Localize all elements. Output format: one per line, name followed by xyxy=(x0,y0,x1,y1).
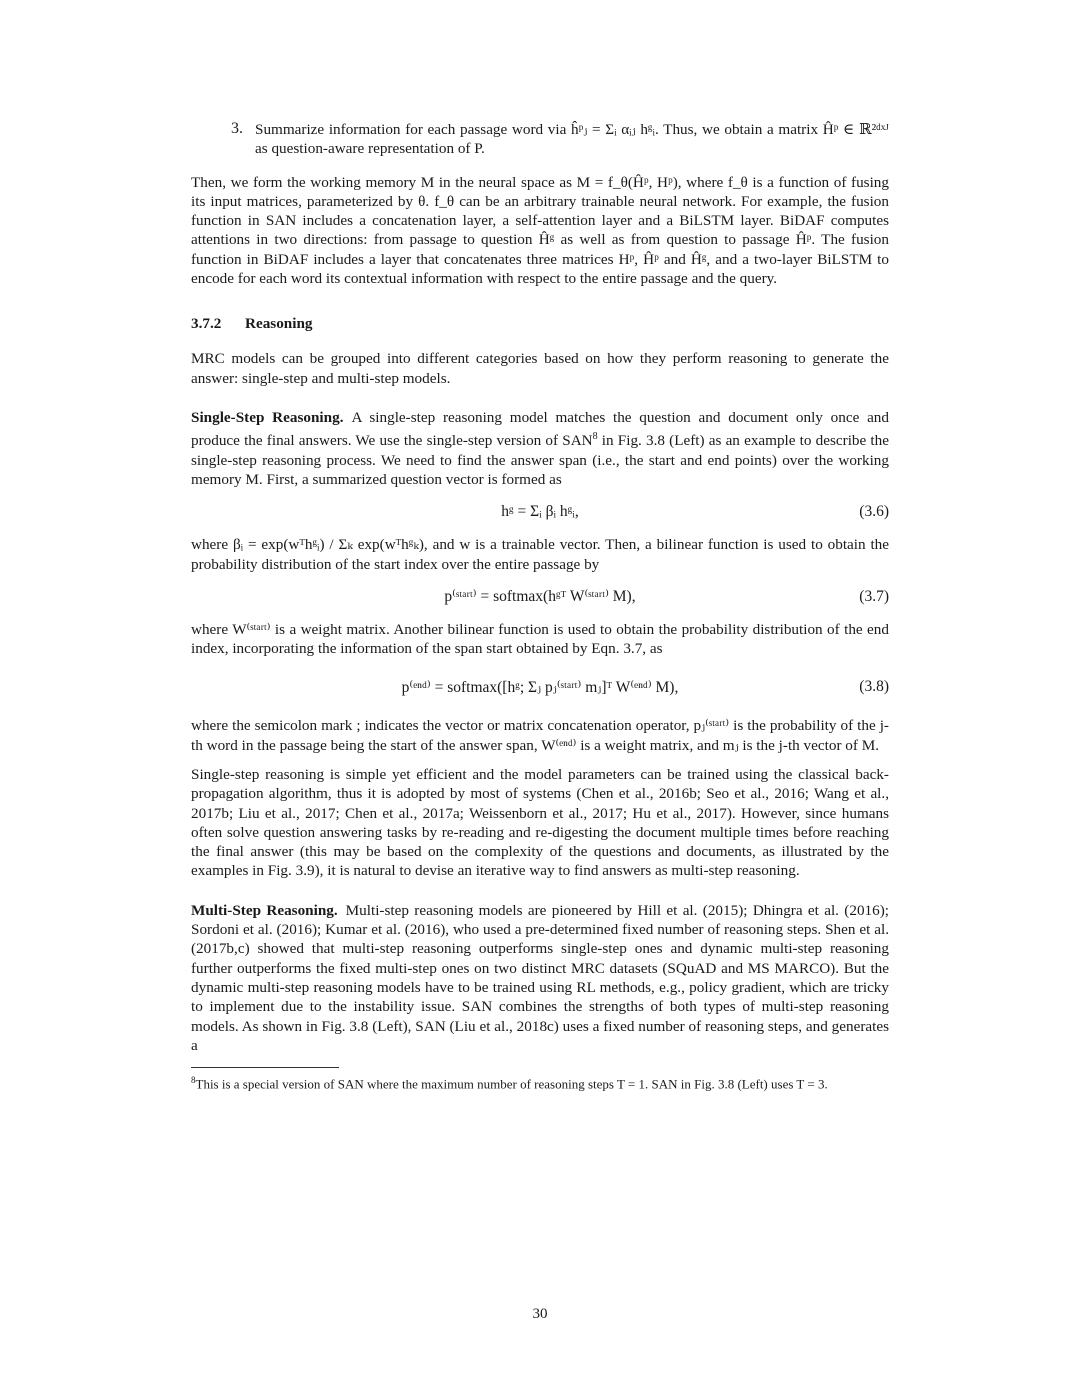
page-number: 30 xyxy=(532,1306,548,1322)
equation-label: (3.8) xyxy=(859,678,889,696)
paragraph-after-eq-3-7: where W⁽ˢᵗᵃʳᵗ⁾ is a weight matrix. Another bilinear function is used to obtain the probability distribution of the end index, incorporating the information of the span start obtained by Eqn. 3.7, as xyxy=(191,620,889,658)
equation-3-6 xyxy=(191,489,889,535)
footnote xyxy=(191,1072,889,1093)
equation-body: p⁽ᵉⁿᵈ⁾ = softmax([hᵍ; Σⱼ pⱼ⁽ˢᵗᵃʳᵗ⁾ mⱼ]ᵀ W⁽ᵉⁿᵈ⁾ M), xyxy=(401,678,679,696)
equation-label: (3.7) xyxy=(859,587,889,605)
multi-step-heading: Multi-Step Reasoning. xyxy=(191,901,338,919)
paragraph-single-step-simple: Single-step reasoning is simple yet efficient and the model parameters can be trained using the classical back-propagation algorithm, thus it is adopted by most of systems (Chen et al., 2016b; Seo et al., 2016; Wang et al., 2017b; Liu et al., 2017; Chen et al., 2017a; Weissenborn et al., 2017; Hu et al., 2017). However, since humans often solve question answering tasks by re-reading and re-digesting the document multiple times before reaching the final answer (this may be based on the complexity of the questions and documents, as illustrated by the examples in Fig. 3.9), it is natural to devise an iterative way to find answers as multi-step reasoning. xyxy=(191,766,889,880)
single-step-text-a: A single-step reasoning model matches the question and document only once and produce the final answers. We use the single-step version of SAN xyxy=(191,408,889,450)
footnote-text: This is a special version of SAN where the maximum number of reasoning steps T = 1. SAN in Fig. 3.8 (Left) uses T = 3. xyxy=(195,1076,828,1092)
single-step-text-b: in Fig. 3.8 (Left) as an example to describe the single-step reasoning process. We need to find the answer span (i.e., the start and end points) over the working memory M. First, a summarized question vector is formed as xyxy=(191,432,889,488)
equation-body: hᵍ = Σᵢ βᵢ hᵍᵢ, xyxy=(501,503,579,521)
section-title: Reasoning xyxy=(245,315,313,333)
footnote-divider xyxy=(191,1067,339,1068)
equation-3-7 xyxy=(191,574,889,620)
single-step-heading: Single-Step Reasoning. xyxy=(191,408,344,426)
list-item-3 xyxy=(191,120,889,159)
equation-3-8 xyxy=(191,658,889,716)
paragraph-working-memory: Then, we form the working memory M in the neural space as M = f_θ(Ĥᵖ, Hᵖ), where f_θ is a function of fusing its input matrices, parameterized by θ. f_θ can be an arbitrary trainable neural network. For example, the fusion function in SAN includes a concatenation layer, a self-attention layer and a BiLSTM layer. BiDAF computes attentions in two directions: from passage to question Ĥᵍ as well as from question to passage Ĥᵖ. The fusion function in BiDAF includes a layer that concatenates three matrices Hᵖ, Ĥᵖ and Ĥᵍ, and a two-layer BiLSTM to encode for each word its contextual information with respect to the entire passage and the query. xyxy=(191,173,889,288)
paragraph-mrc-models: MRC models can be grouped into different categories based on how they perform reasoning to generate the answer: single-step and multi-step models. xyxy=(191,350,889,387)
paragraph-single-step xyxy=(191,408,889,489)
footnote-reference: 8 xyxy=(592,431,598,443)
list-item-text: Summarize information for each passage word via ĥᵖⱼ = Σᵢ αᵢⱼ hᵍᵢ. Thus, we obtain a matrix Ĥᵖ ∈ ℝ²ᵈˣᴶ as question-aware representation of P. xyxy=(255,121,889,158)
equation-label: (3.6) xyxy=(859,503,889,521)
section-number: 3.7.2 xyxy=(191,315,222,333)
paragraph-after-eq-3-8: where the semicolon mark ; indicates the vector or matrix concatenation operator, pⱼ⁽ˢᵗᵃʳᵗ⁾ is the probability of the j-th word in the passage being the start of the answer span, W⁽ᵉⁿᵈ⁾ is a weight matrix, and mⱼ is the j-th vector of M. xyxy=(191,717,889,754)
page-body xyxy=(191,120,889,1093)
paragraph-after-eq-3-6: where βᵢ = exp(wᵀhᵍᵢ) / Σₖ exp(wᵀhᵍₖ), and w is a trainable vector. Then, a bilinear function is used to obtain the probability distribution of the start index over the entire passage by xyxy=(191,536,889,573)
multi-step-text: Multi-step reasoning models are pioneered by Hill et al. (2015); Dhingra et al. (2016); Sordoni et al. (2016); Kumar et al. (2016), who used a pre-determined fixed number of reasoning steps. Shen et al. (2017b,c) showed that multi-step reasoning outperforms single-step ones and dynamic multi-step reasoning further outperforms the fixed multi-step ones on two distinct MRC datasets (SQuAD and MS MARCO). But the dynamic multi-step reasoning models have to be trained using RL methods, e.g., policy gradient, which are tricky to implement due to the instability issue. SAN combines the strengths of both types of multi-step reasoning models. As shown in Fig. 3.8 (Left), SAN (Liu et al., 2018c) uses a fixed number of reasoning steps, and generates a xyxy=(191,901,889,1054)
section-heading xyxy=(191,314,889,333)
paragraph-multi-step xyxy=(191,901,889,1055)
footnote-mark: 8 xyxy=(191,1075,196,1086)
list-item-number: 3. xyxy=(231,120,243,137)
equation-body: p⁽ˢᵗᵃʳᵗ⁾ = softmax(hᵍᵀ W⁽ˢᵗᵃʳᵗ⁾ M), xyxy=(444,588,636,606)
